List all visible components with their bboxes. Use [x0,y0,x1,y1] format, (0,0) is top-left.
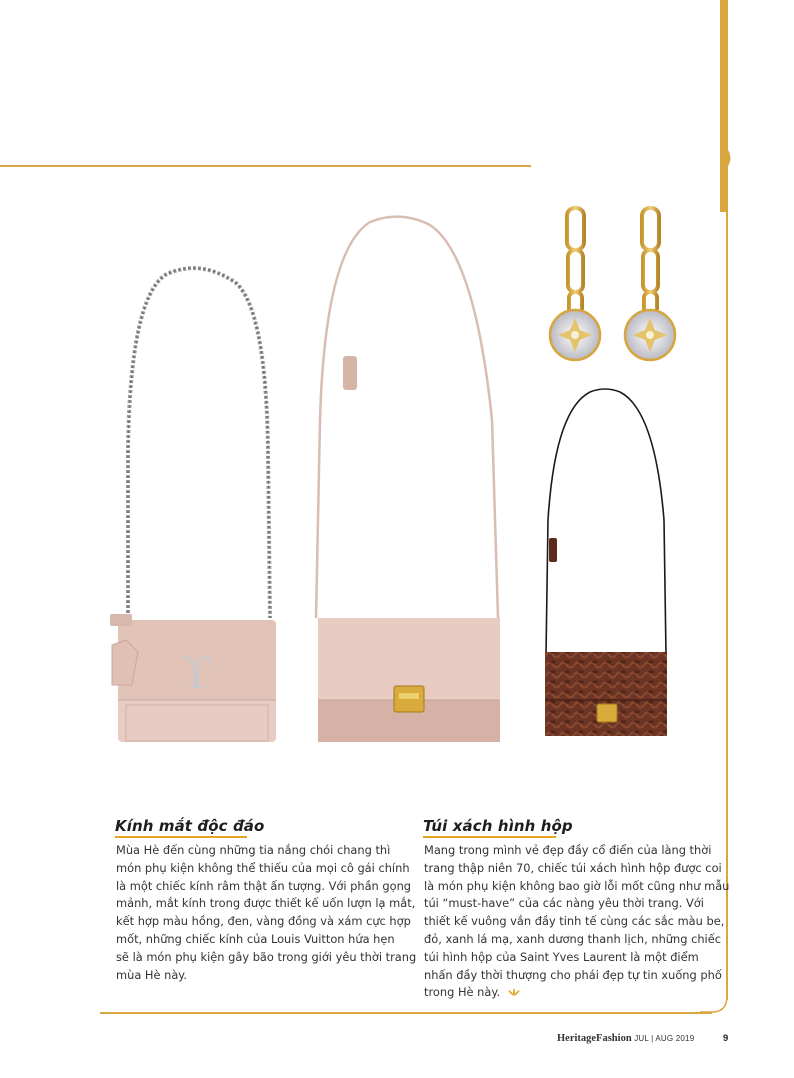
text-line: túi “must-have” của các nàng yêu thời trang. Với [424,896,704,911]
python-box-bag [545,389,667,736]
text-line: trong Hè này. [424,985,501,1000]
text-line-last [424,984,729,1002]
text-line: là một chiếc kính râm thật ấn tượng. Với phần gọng [116,878,412,893]
heading-underline-right [423,836,556,838]
text-line: đỏ, xanh lá mạ, xanh dương thanh lịch, những chiếc [424,931,721,946]
heading-sunglasses: Kính mắt độc đáo [115,817,265,835]
text-line: mảnh, mắt kính trong được thiết kế uốn lượn lạ mắt, [116,896,416,911]
text-line: Mùa Hè đến cùng những tia nắng chói chang thì [116,843,391,857]
text-line: túi hình hộp của Saint Yves Laurent là một điểm [424,949,699,964]
paragraph-sunglasses [116,842,416,984]
ysl-logo: ϒ [181,648,213,699]
page-number: 9 [723,1033,729,1044]
pink-chain-bag [110,268,276,742]
magazine-brand: HeritageFashion [557,1033,632,1044]
text-line: kết hợp màu hồng, đen, vàng đồng và xám cực hợp [116,914,411,929]
text-line: Mang trong mình vẻ đẹp đầy cổ điển của làng thời [424,843,712,857]
nude-box-bag [316,217,500,742]
footer-credit [557,1033,694,1044]
heading-box-bag: Túi xách hình hộp [423,817,573,835]
text-line: món phụ kiện không thể thiếu của mọi cô gái chính [116,860,410,875]
text-line: mùa Hè này. [116,967,188,982]
heading-underline-left [115,836,247,838]
bottom-rule [100,1012,712,1014]
text-line: trang thập niên 70, chiếc túi xách hình hộp được coi [424,860,722,875]
text-line: nhấn đầy thời thượng cho phái đẹp tự tin xuống phố [424,967,722,982]
text-line: thiết kế vuông vắn đầy tinh tế cùng các sắc màu be, [424,914,725,929]
lotus-icon [507,987,521,997]
gold-chain-earrings [550,165,675,360]
text-line: sẽ là món phụ kiện gây bão trong giới yêu thời trang [116,949,417,964]
paragraph-box-bag [424,842,729,1002]
issue-date: JUL | AUG 2019 [634,1034,695,1043]
text-line: mốt, những chiếc kính của Louis Vuitton hứa hẹn [116,931,395,946]
text-line: là món phụ kiện không bao giờ lỗi mốt cũng như mẫu [424,878,730,893]
